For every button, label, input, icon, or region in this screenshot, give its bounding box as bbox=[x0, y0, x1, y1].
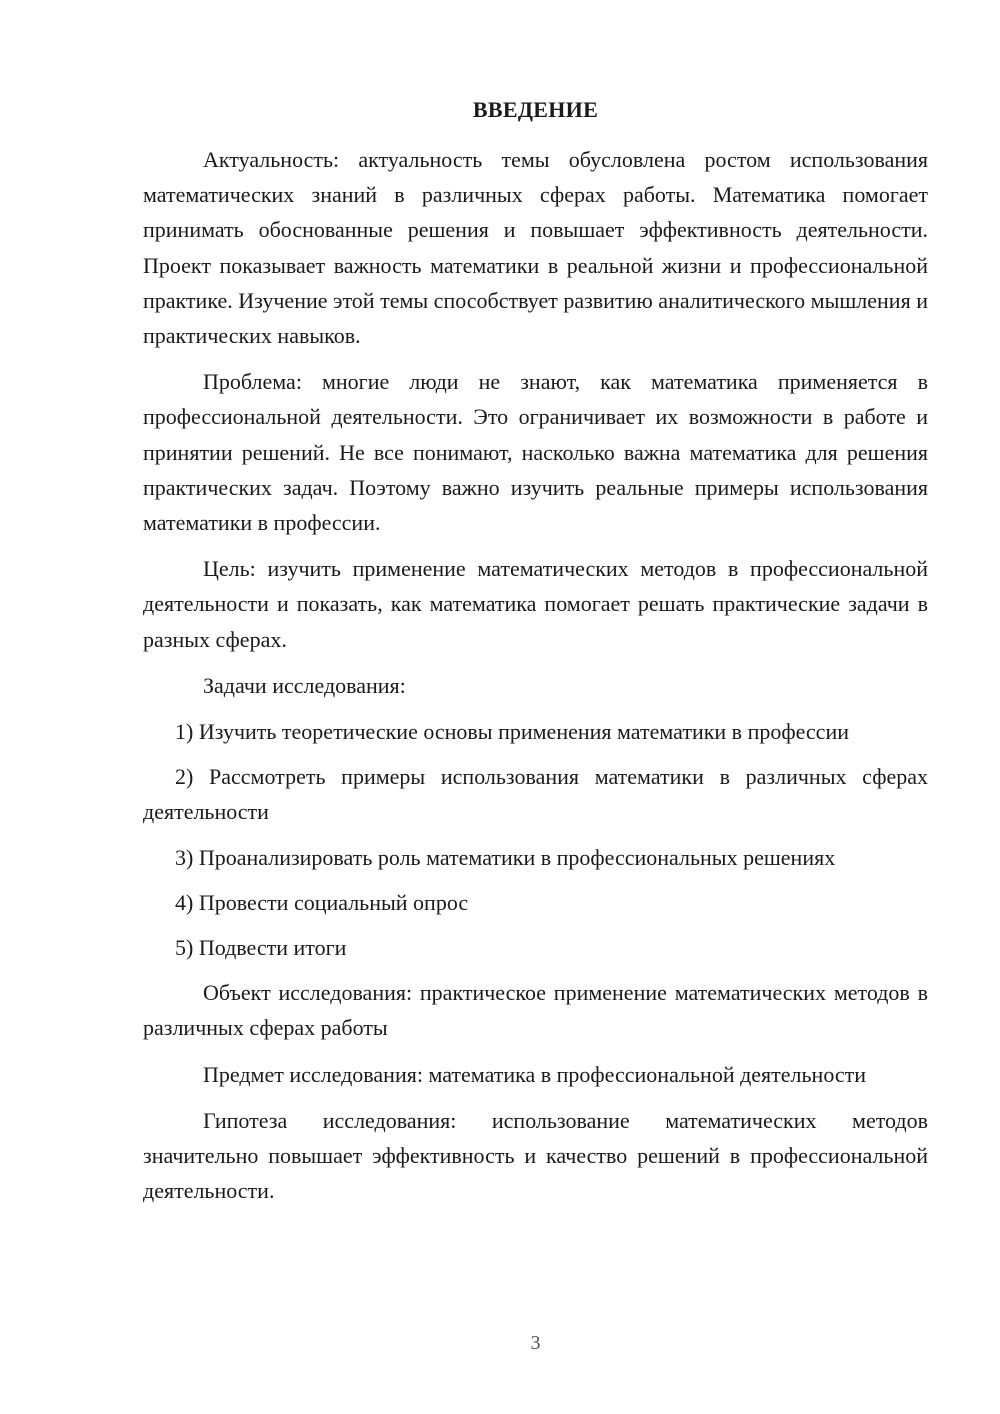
goal-paragraph: Цель: изучить применение математических методов в профессиональной деятельности и показать, как математика помогает решать практические задачи в разных сферах. bbox=[143, 556, 928, 652]
page-number: 3 bbox=[530, 1332, 541, 1354]
document-page bbox=[143, 92, 928, 1219]
task-item-4: 4) Провести социальный опрос bbox=[175, 889, 469, 915]
section-title: ВВЕДЕНИЕ bbox=[472, 97, 599, 122]
task-item-3: 3) Проанализировать роль математики в профессиональных решениях bbox=[175, 844, 836, 870]
task-item-2: 2) Рассмотреть примеры использования математики в различных сферах деятельности bbox=[143, 764, 928, 825]
tasks-list bbox=[143, 714, 928, 965]
object-paragraph: Объект исследования: практическое применение математических методов в различных сферах работы bbox=[143, 980, 928, 1041]
problem-paragraph: Проблема: многие люди не знают, как математика применяется в профессиональной деятельности. Это ограничивает их возможности в работе и принятии решений. Не все понимают, насколько важна математика для решения практических задач. Поэтому важно изучить реальные примеры использования математики в профессии. bbox=[143, 369, 928, 536]
relevance-paragraph: Актуальность: актуальность темы обусловлена ростом использования математических знаний в различных сферах работы. Математика помогает принимать обоснованные решения и повышает эффективность деятельности. Проект показывает важность математики в реальной жизни и профессиональной практике. Изучение этой темы способствует развитию аналитического мышления и практических навыков. bbox=[143, 147, 928, 349]
hypothesis-paragraph: Гипотеза исследования: использование математических методов значительно повышает эффективность и качество решений в профессиональной деятельности. bbox=[143, 1107, 928, 1204]
task-item-1: 1) Изучить теоретические основы применения математики в профессии bbox=[175, 719, 849, 745]
subject-paragraph: Предмет исследования: математика в профессиональной деятельности bbox=[203, 1061, 867, 1087]
tasks-heading: Задачи исследования: bbox=[203, 672, 406, 698]
task-item-5: 5) Подвести итоги bbox=[175, 935, 347, 961]
